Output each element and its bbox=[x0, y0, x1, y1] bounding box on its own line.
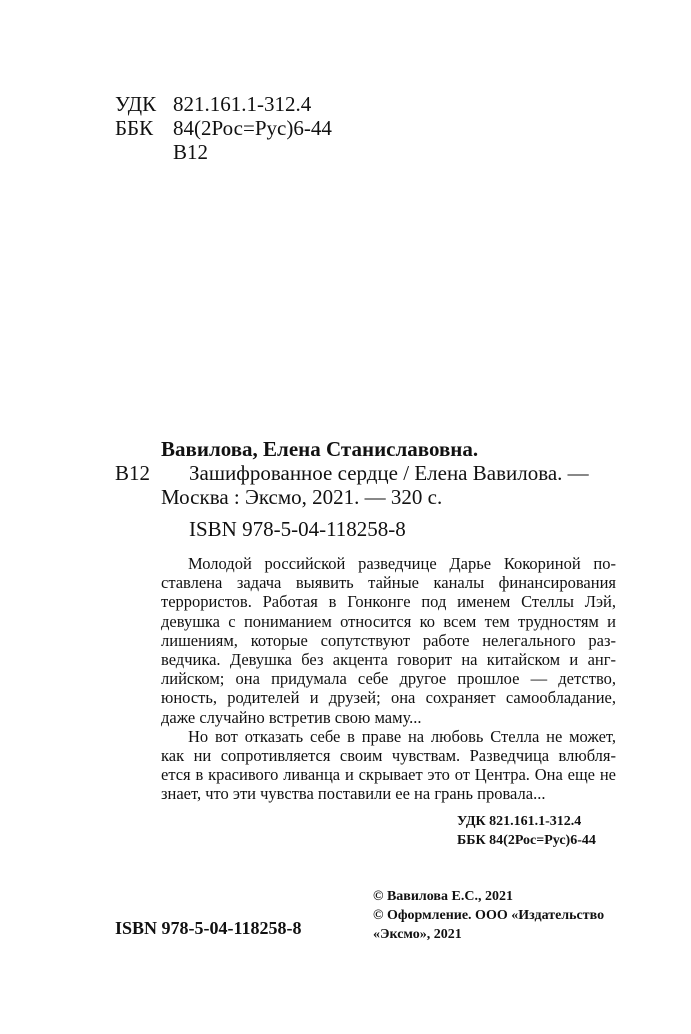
classification-codes-small bbox=[457, 812, 596, 850]
annotation bbox=[161, 554, 616, 804]
annotation-paragraph-2 bbox=[161, 727, 616, 804]
annotation-paragraph-1 bbox=[161, 554, 616, 727]
annotation-line: лишениям, которые сопутствуют работе нелегального раз- bbox=[161, 630, 616, 650]
bbk-small: ББК 84(2Рос=Рус)6-44 bbox=[457, 833, 596, 848]
entry-code: В12 bbox=[115, 461, 151, 485]
author-mark-row bbox=[115, 140, 332, 164]
isbn-entry: ISBN 978-5-04-118258-8 bbox=[189, 517, 406, 541]
annotation-line: даже случайно встретив свою маму... bbox=[161, 707, 422, 727]
annotation-line: ется в красивого ливанца и скрывает это от Центра. Она еще bbox=[161, 765, 596, 785]
annotation-line: лийском; она придумала себе другое прошлое — детство, bbox=[161, 669, 616, 689]
udk-row bbox=[115, 92, 332, 116]
copyright-line-2: © Оформление. ООО «Издательство bbox=[373, 908, 605, 923]
annotation-line: не знает, что эти чувства поставили ее на грань провала... bbox=[161, 765, 616, 804]
annotation-line: юность, родителей и друзей; она сохраняет самообладание, bbox=[161, 688, 616, 708]
isbn-bottom: ISBN 978-5-04-118258-8 bbox=[115, 918, 302, 938]
udk-label: УДК bbox=[115, 92, 157, 116]
annotation-line: Молодой российской разведчице Дарье Кокориной по- bbox=[188, 554, 616, 573]
annotation-line: девушка с пониманием относится ко всем тем трудностям и bbox=[161, 611, 616, 631]
classification-codes bbox=[115, 92, 332, 164]
annotation-line: террористов. Работая в Гонконге под именем Стеллы Лэй, bbox=[161, 592, 616, 612]
annotation-line: ставлена задача выявить тайные каналы финансирования bbox=[161, 573, 616, 593]
bbk-label: ББК bbox=[115, 116, 154, 140]
title-line-2: Москва : Эксмо, 2021. — 320 с. bbox=[161, 485, 443, 509]
bbk-value: 84(2Рос=Рус)6-44 bbox=[173, 116, 332, 140]
bbk-row bbox=[115, 116, 332, 140]
annotation-line: Но вот отказать себе в праве на любовь Стелла не может, bbox=[188, 726, 616, 746]
udk-value: 821.161.1-312.4 bbox=[173, 92, 312, 116]
annotation-line: как ни сопротивляется своим чувствам. Разведчица влюбля- bbox=[161, 746, 616, 766]
copyright-block bbox=[373, 887, 604, 944]
annotation-line: ведчика. Девушка без акцента говорит на китайском и анг- bbox=[161, 650, 616, 670]
author-mark: В12 bbox=[173, 140, 209, 164]
title-line-1: Зашифрованное сердце / Елена Вавилова. — bbox=[189, 461, 589, 485]
copyright-line-1: © Вавилова Е.С., 2021 bbox=[373, 889, 513, 904]
copyright-line-3: «Эксмо», 2021 bbox=[373, 927, 462, 942]
author-name: Вавилова, Елена Станиславовна. bbox=[161, 437, 479, 461]
udk-small: УДК 821.161.1-312.4 bbox=[457, 814, 582, 829]
